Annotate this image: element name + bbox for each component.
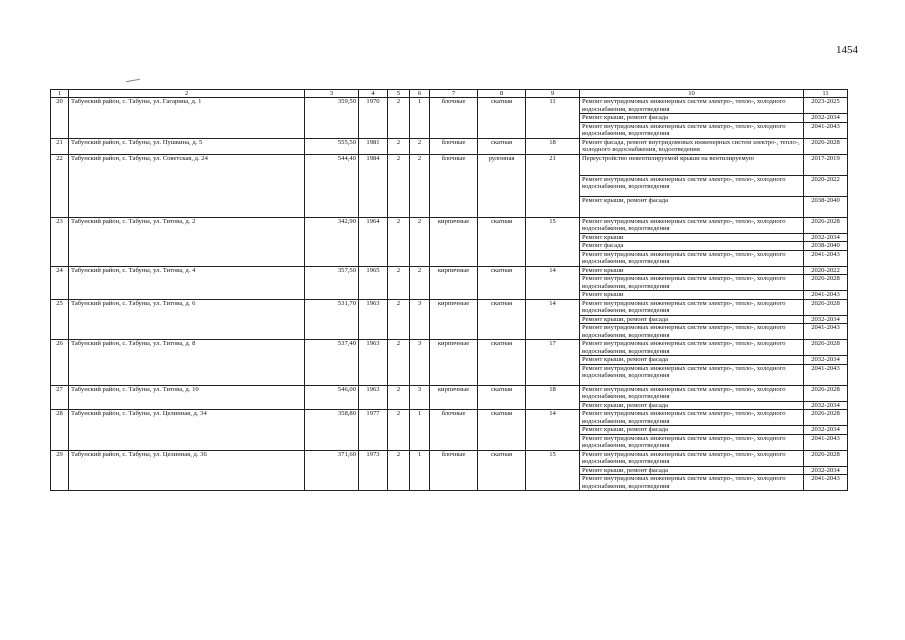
period-cell: 2041-2043 xyxy=(804,434,848,450)
table-row xyxy=(51,450,848,466)
period-cell: 2041-2043 xyxy=(804,250,848,266)
row-number-cell: 22 xyxy=(51,154,69,217)
col5-cell: 2 xyxy=(388,217,410,266)
year-cell: 1981 xyxy=(359,138,388,154)
work-type-cell: Ремонт внутридомовых инженерных систем электро-, тепло-, холодного водоснабжения, водоотведения xyxy=(580,250,804,266)
period-cell: 2041-2043 xyxy=(804,122,848,138)
period-cell: 2023-2025 xyxy=(804,98,848,114)
period-cell: 2032-2034 xyxy=(804,114,848,123)
scan-mark xyxy=(126,79,140,82)
col-header: 1 xyxy=(51,90,69,98)
col9-cell: 14 xyxy=(526,266,580,299)
col6-cell: 3 xyxy=(410,385,430,410)
area-cell: 555,50 xyxy=(305,138,359,154)
wall-material-cell: кирпичные xyxy=(430,299,478,340)
area-cell: 371,60 xyxy=(305,450,359,491)
col6-cell: 1 xyxy=(410,98,430,139)
col6-cell: 1 xyxy=(410,410,430,451)
wall-material-cell: кирпичные xyxy=(430,385,478,410)
work-type-cell: Ремонт внутридомовых инженерных систем электро-, тепло-, холодного водоснабжения, водоотведения xyxy=(580,475,804,491)
period-cell: 2026-2028 xyxy=(804,410,848,426)
period-cell: 2026-2028 xyxy=(804,385,848,401)
address-cell: Табунский район, с. Табуны, ул. Титова, д. 10 xyxy=(69,385,305,410)
col6-cell: 3 xyxy=(410,299,430,340)
year-cell: 1977 xyxy=(359,410,388,451)
address-cell: Табунский район, с. Табуны, ул. Целинная, д. 34 xyxy=(69,410,305,451)
address-cell: Табунский район, с. Табуны, ул. Пушкина, д. 5 xyxy=(69,138,305,154)
col-header: 5 xyxy=(388,90,410,98)
work-type-cell: Ремонт крыши, ремонт фасада xyxy=(580,466,804,475)
repair-schedule-table-wrap xyxy=(50,89,847,491)
wall-material-cell: кирпичные xyxy=(430,217,478,266)
wall-material-cell: блочные xyxy=(430,138,478,154)
address-cell: Табунский район, с. Табуны, ул. Титова, д. 2 xyxy=(69,217,305,266)
column-number-row xyxy=(51,90,848,98)
address-cell: Табунский район, с. Табуны, ул. Советская, д. 24 xyxy=(69,154,305,217)
period-cell: 2020-2022 xyxy=(804,175,848,196)
period-cell: 2020-2022 xyxy=(804,266,848,275)
col5-cell: 2 xyxy=(388,299,410,340)
col9-cell: 21 xyxy=(526,154,580,217)
roof-type-cell: рулонная xyxy=(478,154,526,217)
roof-type-cell: скатная xyxy=(478,98,526,139)
roof-type-cell: скатная xyxy=(478,410,526,451)
work-type-cell: Ремонт внутридомовых инженерных систем электро-, тепло-, холодного водоснабжения, водоотведения xyxy=(580,450,804,466)
work-type-cell: Ремонт крыши, ремонт фасада xyxy=(580,426,804,435)
table-row xyxy=(51,299,848,315)
table-row xyxy=(51,385,848,401)
col9-cell: 17 xyxy=(526,340,580,386)
row-number-cell: 28 xyxy=(51,410,69,451)
row-number-cell: 24 xyxy=(51,266,69,299)
work-type-cell: Ремонт внутридомовых инженерных систем электро-, тепло-, холодного водоснабжения, водоотведения xyxy=(580,175,804,196)
col5-cell: 2 xyxy=(388,385,410,410)
address-cell: Табунский район, с. Табуны, ул. Титова, д. 6 xyxy=(69,299,305,340)
table-body xyxy=(51,98,848,491)
row-number-cell: 23 xyxy=(51,217,69,266)
area-cell: 359,50 xyxy=(305,98,359,139)
work-type-cell: Ремонт крыши xyxy=(580,266,804,275)
year-cell: 1973 xyxy=(359,450,388,491)
period-cell: 2017-2019 xyxy=(804,154,848,175)
work-type-cell: Ремонт внутридомовых инженерных систем электро-, тепло-, холодного водоснабжения, водоотведения xyxy=(580,410,804,426)
year-cell: 1964 xyxy=(359,217,388,266)
col-header: 10 xyxy=(580,90,804,98)
page-number: 1454 xyxy=(836,44,858,56)
row-number-cell: 25 xyxy=(51,299,69,340)
col5-cell: 2 xyxy=(388,410,410,451)
col6-cell: 3 xyxy=(410,340,430,386)
work-type-cell: Ремонт крыши, ремонт фасада xyxy=(580,315,804,324)
work-type-cell: Ремонт внутридомовых инженерных систем электро-, тепло-, холодного водоснабжения, водоотведения xyxy=(580,385,804,401)
work-type-cell: Ремонт крыши, ремонт фасада xyxy=(580,196,804,217)
address-cell: Табунский район, с. Табуны, ул. Гагарина, д. 1 xyxy=(69,98,305,139)
col5-cell: 2 xyxy=(388,450,410,491)
col5-cell: 2 xyxy=(388,138,410,154)
wall-material-cell: блочные xyxy=(430,154,478,217)
roof-type-cell: скатная xyxy=(478,217,526,266)
work-type-cell: Ремонт внутридомовых инженерных систем электро-, тепло-, холодного водоснабжения, водоотведения xyxy=(580,434,804,450)
row-number-cell: 21 xyxy=(51,138,69,154)
col-header: 2 xyxy=(69,90,305,98)
year-cell: 1984 xyxy=(359,154,388,217)
period-cell: 2026-2028 xyxy=(804,217,848,233)
work-type-cell: Ремонт крыши, ремонт фасада xyxy=(580,401,804,410)
period-cell: 2026-2028 xyxy=(804,450,848,466)
col-header: 6 xyxy=(410,90,430,98)
table-row xyxy=(51,138,848,154)
col9-cell: 18 xyxy=(526,385,580,410)
period-cell: 2038-2040 xyxy=(804,242,848,251)
work-type-cell: Ремонт крыши xyxy=(580,291,804,300)
wall-material-cell: кирпичные xyxy=(430,266,478,299)
col6-cell: 2 xyxy=(410,217,430,266)
period-cell: 2026-2028 xyxy=(804,138,848,154)
period-cell: 2026-2028 xyxy=(804,275,848,291)
period-cell: 2041-2043 xyxy=(804,324,848,340)
table-row xyxy=(51,98,848,114)
area-cell: 531,70 xyxy=(305,299,359,340)
work-type-cell: Ремонт фасада xyxy=(580,242,804,251)
period-cell: 2032-2034 xyxy=(804,315,848,324)
col9-cell: 14 xyxy=(526,299,580,340)
work-type-cell: Ремонт внутридомовых инженерных систем электро-, тепло-, холодного водоснабжения, водоотведения xyxy=(580,299,804,315)
roof-type-cell: скатная xyxy=(478,299,526,340)
table-row xyxy=(51,266,848,275)
work-type-cell: Ремонт внутридомовых инженерных систем электро-, тепло-, холодного водоснабжения, водоотведения xyxy=(580,275,804,291)
work-type-cell: Ремонт крыши, ремонт фасада xyxy=(580,356,804,365)
col-header: 4 xyxy=(359,90,388,98)
col5-cell: 2 xyxy=(388,98,410,139)
period-cell: 2032-2034 xyxy=(804,401,848,410)
area-cell: 537,40 xyxy=(305,340,359,386)
col6-cell: 2 xyxy=(410,266,430,299)
roof-type-cell: скатная xyxy=(478,266,526,299)
col-header: 7 xyxy=(430,90,478,98)
work-type-cell: Ремонт внутридомовых инженерных систем электро-, тепло-, холодного водоснабжения, водоотведения xyxy=(580,324,804,340)
period-cell: 2041-2043 xyxy=(804,291,848,300)
wall-material-cell: блочные xyxy=(430,450,478,491)
col-header: 3 xyxy=(305,90,359,98)
wall-material-cell: блочные xyxy=(430,410,478,451)
row-number-cell: 20 xyxy=(51,98,69,139)
work-type-cell: Ремонт фасада, ремонт внутридомовых инженерных систем электро-, тепло-, холодного водоснабжения, водоотведения xyxy=(580,138,804,154)
area-cell: 544,40 xyxy=(305,154,359,217)
roof-type-cell: скатная xyxy=(478,385,526,410)
period-cell: 2026-2028 xyxy=(804,299,848,315)
period-cell: 2041-2043 xyxy=(804,475,848,491)
address-cell: Табунский район, с. Табуны, ул. Титова, д. 4 xyxy=(69,266,305,299)
table-row xyxy=(51,217,848,233)
year-cell: 1963 xyxy=(359,299,388,340)
period-cell: 2038-2040 xyxy=(804,196,848,217)
roof-type-cell: скатная xyxy=(478,450,526,491)
table-row xyxy=(51,340,848,356)
work-type-cell: Ремонт внутридомовых инженерных систем электро-, тепло-, холодного водоснабжения, водоотведения xyxy=(580,98,804,114)
area-cell: 357,50 xyxy=(305,266,359,299)
col9-cell: 15 xyxy=(526,450,580,491)
roof-type-cell: скатная xyxy=(478,340,526,386)
row-number-cell: 29 xyxy=(51,450,69,491)
period-cell: 2041-2043 xyxy=(804,364,848,385)
col9-cell: 15 xyxy=(526,217,580,266)
period-cell: 2032-2034 xyxy=(804,426,848,435)
col6-cell: 2 xyxy=(410,154,430,217)
col-header: 11 xyxy=(804,90,848,98)
row-number-cell: 26 xyxy=(51,340,69,386)
wall-material-cell: кирпичные xyxy=(430,340,478,386)
col5-cell: 2 xyxy=(388,340,410,386)
col9-cell: 14 xyxy=(526,410,580,451)
address-cell: Табунский район, с. Табуны, ул. Целинная, д. 36 xyxy=(69,450,305,491)
period-cell: 2032-2034 xyxy=(804,233,848,242)
work-type-cell: Ремонт внутридомовых инженерных систем электро-, тепло-, холодного водоснабжения, водоотведения xyxy=(580,217,804,233)
table-row xyxy=(51,154,848,175)
work-type-cell: Ремонт крыши xyxy=(580,233,804,242)
work-type-cell: Ремонт внутридомовых инженерных систем электро-, тепло-, холодного водоснабжения, водоотведения xyxy=(580,364,804,385)
col-header: 8 xyxy=(478,90,526,98)
year-cell: 1963 xyxy=(359,340,388,386)
col9-cell: 18 xyxy=(526,138,580,154)
col-header: 9 xyxy=(526,90,580,98)
col6-cell: 2 xyxy=(410,138,430,154)
work-type-cell: Ремонт внутридомовых инженерных систем электро-, тепло-, холодного водоснабжения, водоотведения xyxy=(580,340,804,356)
repair-schedule-table xyxy=(50,89,848,491)
col9-cell: 11 xyxy=(526,98,580,139)
col5-cell: 2 xyxy=(388,154,410,217)
table-row xyxy=(51,410,848,426)
work-type-cell: Ремонт внутридомовых инженерных систем электро-, тепло-, холодного водоснабжения, водоотведения xyxy=(580,122,804,138)
period-cell: 2032-2034 xyxy=(804,466,848,475)
work-type-cell: Переустройство невентилируемой крыши на вентилируемую xyxy=(580,154,804,175)
row-number-cell: 27 xyxy=(51,385,69,410)
area-cell: 358,80 xyxy=(305,410,359,451)
year-cell: 1965 xyxy=(359,266,388,299)
period-cell: 2026-2028 xyxy=(804,340,848,356)
area-cell: 342,90 xyxy=(305,217,359,266)
year-cell: 1963 xyxy=(359,385,388,410)
year-cell: 1970 xyxy=(359,98,388,139)
wall-material-cell: блочные xyxy=(430,98,478,139)
roof-type-cell: скатная xyxy=(478,138,526,154)
area-cell: 546,00 xyxy=(305,385,359,410)
col5-cell: 2 xyxy=(388,266,410,299)
col6-cell: 1 xyxy=(410,450,430,491)
period-cell: 2032-2034 xyxy=(804,356,848,365)
work-type-cell: Ремонт крыши, ремонт фасада xyxy=(580,114,804,123)
address-cell: Табунский район, с. Табуны, ул. Титова, д. 8 xyxy=(69,340,305,386)
